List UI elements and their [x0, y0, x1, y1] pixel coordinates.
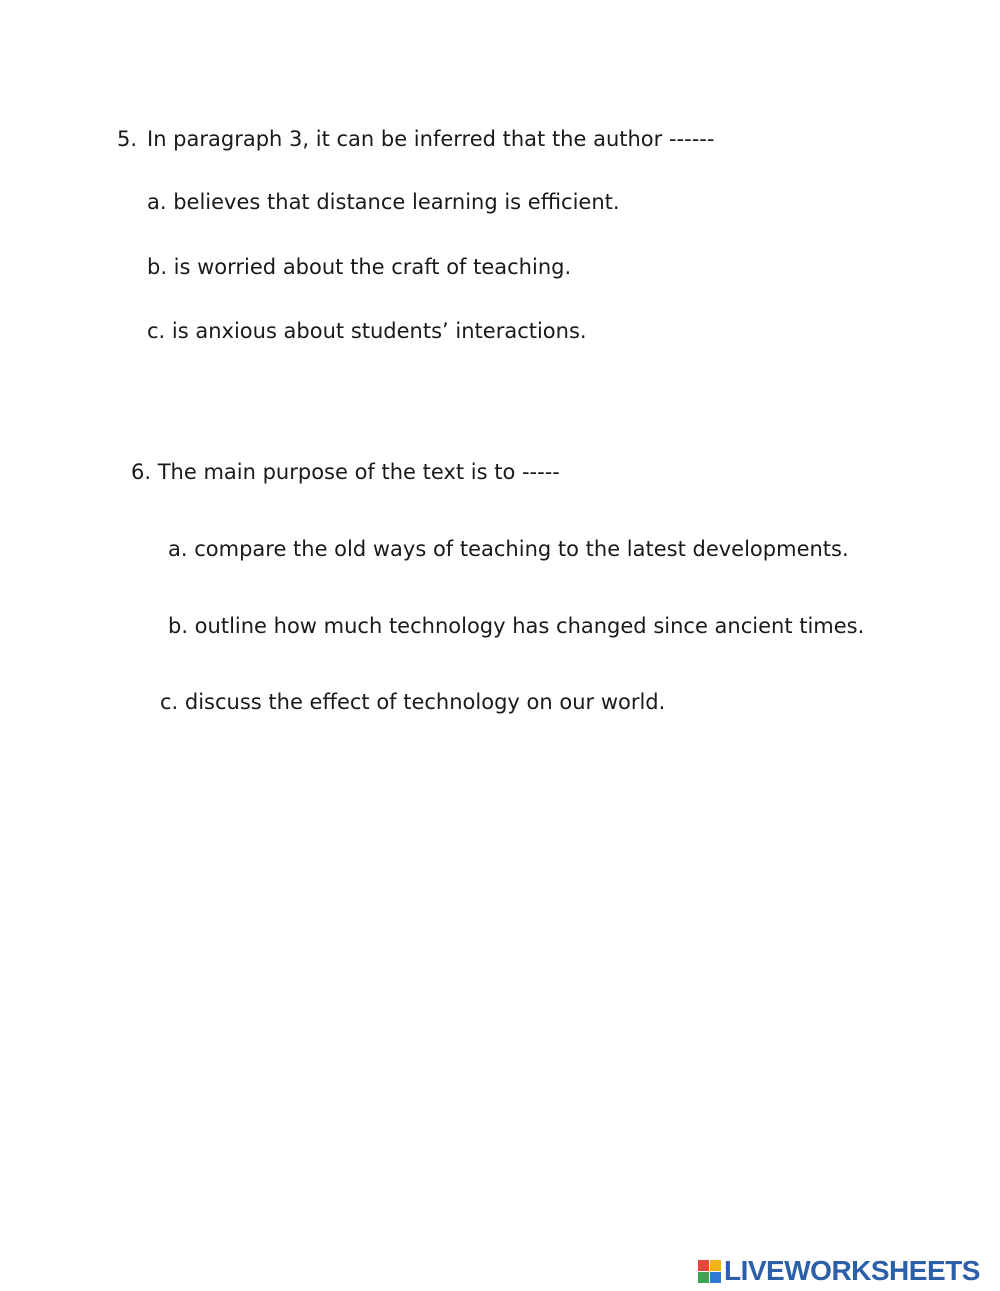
- question-5-number: 5.: [117, 127, 138, 151]
- question-6-prompt: 6. The main purpose of the text is to -----: [131, 460, 560, 484]
- question-6-option-c: c. discuss the effect of technology on our world.: [160, 690, 666, 714]
- question-5-option-c: c. is anxious about students’ interactions.: [147, 319, 587, 343]
- logo-tile-3: [698, 1272, 709, 1283]
- logo-tile-2: [710, 1260, 721, 1271]
- logo-tile-1: [698, 1260, 709, 1271]
- question-5-option-b: b. is worried about the craft of teaching.: [147, 255, 572, 279]
- question-6-option-a: a. compare the old ways of teaching to the latest developments.: [168, 537, 849, 561]
- liveworksheets-logo-icon: [698, 1260, 721, 1283]
- question-5-prompt: In paragraph 3, it can be inferred that the author ------: [147, 127, 715, 151]
- question-6-option-b: b. outline how much technology has changed since ancient times.: [168, 614, 865, 638]
- question-5-option-a: a. believes that distance learning is efficient.: [147, 190, 620, 214]
- logo-tile-4: [710, 1272, 721, 1283]
- liveworksheets-brand[interactable]: [698, 1256, 980, 1286]
- liveworksheets-wordmark: LIVEWORKSHEETS: [724, 1255, 980, 1286]
